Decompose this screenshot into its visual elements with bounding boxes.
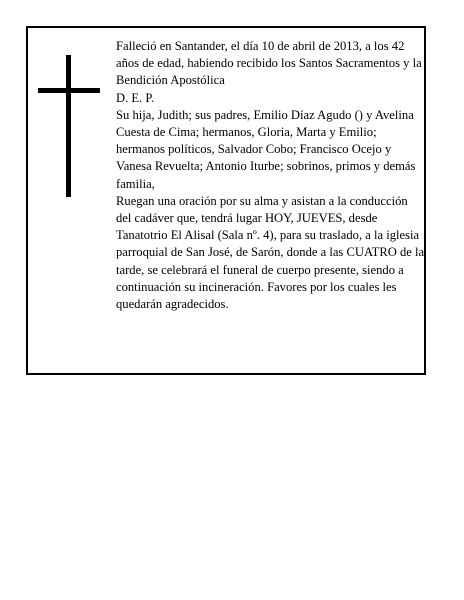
funeral-details: Ruegan una oración por su alma y asistan a la conducción del cadáver que, tendrá lugar HOY, JUEVES, desde Tanatotrio El Alisal (Sala nº. 4), para su traslado, a la iglesia parroquial de San José, de Sarón, donde a las CUATRO de la tarde, se celebrará el funeral de cuerpo presente, siendo a continuación su incineración. Favores por los cuales les quedarán agradecidos. — [116, 193, 425, 312]
cross-vertical-bar — [66, 55, 71, 197]
obituary-notice — [26, 26, 426, 375]
rest-in-peace: D. E. P. — [116, 90, 155, 105]
cross-horizontal-bar — [38, 88, 100, 93]
death-announcement: Falleció en Santander, el día 10 de abril de 2013, a los 42 años de edad, habiendo recibido los Santos Sacramentos y la Bendición Apostólica — [116, 39, 422, 88]
family-list: Su hija, Judith; sus padres, Emilio Díaz Agudo () y Avelina Cuesta de Cima; hermanos, Gloria, Marta y Emilio; hermanos políticos, Salvador Cobo; Francisco Ocejo y Vanesa Revuelta; Antonio Iturbe; sobrinos, primos y demás familia, — [116, 107, 416, 191]
notice-text — [116, 38, 426, 313]
latin-cross-icon — [38, 55, 100, 197]
